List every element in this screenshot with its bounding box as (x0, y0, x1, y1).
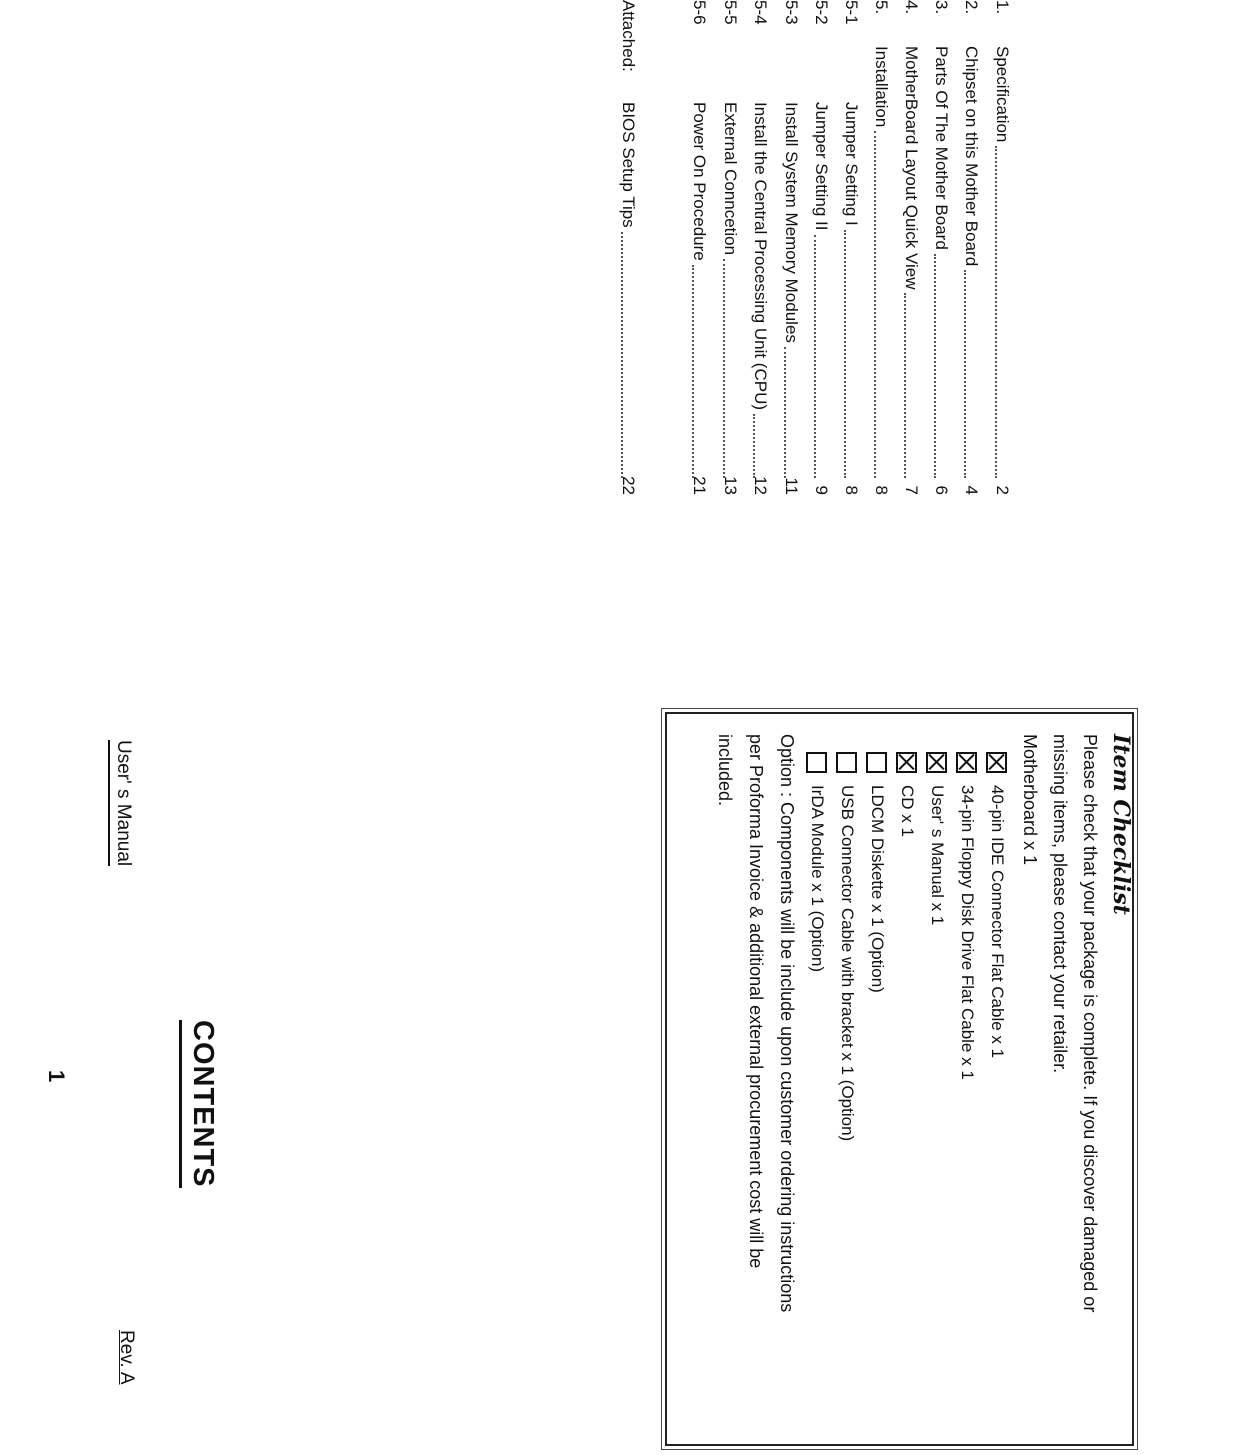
checklist-item-label: CD x 1 (898, 785, 917, 837)
toc-entry (988, 0, 1012, 600)
toc-leader-dots (814, 235, 816, 478)
empty-checkbox-icon (866, 752, 887, 773)
checklist-item-label: 34-pin Floppy Disk Drive Flat Cable x 1 (958, 785, 977, 1080)
toc-leader-dots (874, 131, 876, 478)
toc-entry-page: 2 (993, 485, 1012, 495)
toc-leader-dots (692, 265, 694, 478)
toc-entry-title: Chipset on this Mother Board (962, 46, 981, 267)
checklist-option-note: per Proforma Invoice & additional external procurement cost will be (746, 734, 766, 1269)
checklist-intro: missing items, please contact your retailer. (1050, 734, 1070, 1074)
checklist-item (866, 752, 887, 993)
toc-entry-title: External Conncetion (721, 102, 740, 256)
checklist-item-label: IrDA Module x 1 (Option) (808, 785, 827, 973)
toc-entry-page: 13 (721, 476, 740, 495)
toc-entry-number: 5-1 (842, 0, 861, 25)
toc-entry (807, 0, 831, 600)
checklist-item (986, 752, 1007, 1058)
toc-entry-title: Parts Of The Mother Board (932, 46, 951, 250)
checklist-item-label: USB Connector Cable with bracket x 1 (Option) (838, 785, 857, 1142)
toc-entry (614, 0, 638, 600)
toc-entry-number: 5-2 (812, 0, 831, 25)
checklist-option-note: included. (715, 734, 735, 807)
toc-leader-dots (621, 232, 623, 478)
checked-box-icon (956, 752, 977, 773)
toc-entry-title: BIOS Setup Tips (619, 102, 638, 228)
toc-leader-dots (995, 146, 997, 478)
toc-leader-dots (844, 230, 846, 478)
checklist-item-label: User' s Manual x 1 (928, 785, 947, 926)
toc-entry-page: 9 (812, 485, 831, 495)
toc-entry-number: 2. (962, 0, 981, 15)
checklist-title: Item Checklist (1108, 734, 1134, 915)
revision-label: Rev. A (116, 1330, 137, 1385)
checklist-item (836, 752, 857, 1141)
toc-leader-dots (964, 270, 966, 478)
toc-entry-page: 22 (619, 476, 638, 495)
toc-entry (927, 0, 951, 600)
toc-entry-title: MotherBoard Layout Quick View (902, 46, 921, 290)
checklist-intro: Please check that your package is complete. If you discover damaged or (1080, 734, 1100, 1313)
toc-entry-number: 3. (932, 0, 951, 15)
checked-box-icon (896, 752, 917, 773)
toc-entry-title: Power On Procedure (690, 102, 709, 261)
toc-entry-page: 8 (842, 485, 861, 495)
checklist-item (806, 752, 827, 972)
toc-entry-page: 8 (872, 485, 891, 495)
toc-entry-number: 5-3 (782, 0, 801, 25)
toc-entry-title: Specification (993, 46, 1012, 143)
manual-header: User' s Manual (108, 740, 134, 866)
toc-entry-page: 21 (690, 476, 709, 495)
toc-entry-title: Install the Central Processing Unit (CPU) (751, 102, 770, 411)
toc-entry-number: 4. (902, 0, 921, 15)
toc-entry-page: 7 (902, 485, 921, 495)
toc-entry-page: 11 (782, 477, 801, 495)
toc-entry-number: 5-4 (751, 0, 770, 25)
toc-entry-number: 5. (872, 0, 891, 15)
toc-leader-dots (904, 293, 906, 478)
toc-entry-page: 4 (962, 485, 981, 495)
toc-entry-number: Attached: (619, 0, 638, 72)
toc-entry-number: 5-5 (721, 0, 740, 25)
toc-entry (685, 0, 709, 600)
checklist-item (956, 752, 977, 1080)
toc-leader-dots (934, 254, 936, 478)
checked-box-icon (926, 752, 947, 773)
empty-checkbox-icon (836, 752, 857, 773)
toc-entry-title: Jumper Setting I (842, 102, 861, 226)
toc-entry-number: 1. (993, 0, 1012, 15)
toc-entry (777, 0, 801, 600)
page-number: 1 (44, 1070, 69, 1083)
page-title: CONTENTS (179, 1020, 219, 1188)
toc-leader-dots (723, 259, 725, 478)
checklist-item (926, 752, 947, 925)
toc-entry-number: 5-6 (690, 0, 709, 25)
toc-entry (837, 0, 861, 600)
toc-entry-page: 12 (751, 476, 770, 495)
toc-entry (957, 0, 981, 600)
checklist-item-label: 40-pin IDE Connector Flat Cable x 1 (988, 785, 1007, 1059)
item-checklist-box (665, 712, 1134, 1446)
checklist-motherboard: Motherboard x 1 (1020, 734, 1040, 866)
empty-checkbox-icon (806, 752, 827, 773)
toc-entry (746, 0, 770, 600)
toc-entry-title: Install System Memory Modules (782, 102, 801, 343)
checklist-option-note: Option : Components will be include upon customer ordering instructions (777, 734, 797, 1313)
toc-entry (897, 0, 921, 600)
toc-entry-title: Installation (872, 46, 891, 128)
toc-entry-title: Jumper Setting II (812, 102, 831, 231)
toc-entry (867, 0, 891, 600)
checked-box-icon (986, 752, 1007, 773)
checklist-item (896, 752, 917, 837)
toc-entry (716, 0, 740, 600)
toc-entry-page: 6 (932, 485, 951, 495)
checklist-item-label: LDCM Diskette x 1 (Option) (868, 785, 887, 993)
